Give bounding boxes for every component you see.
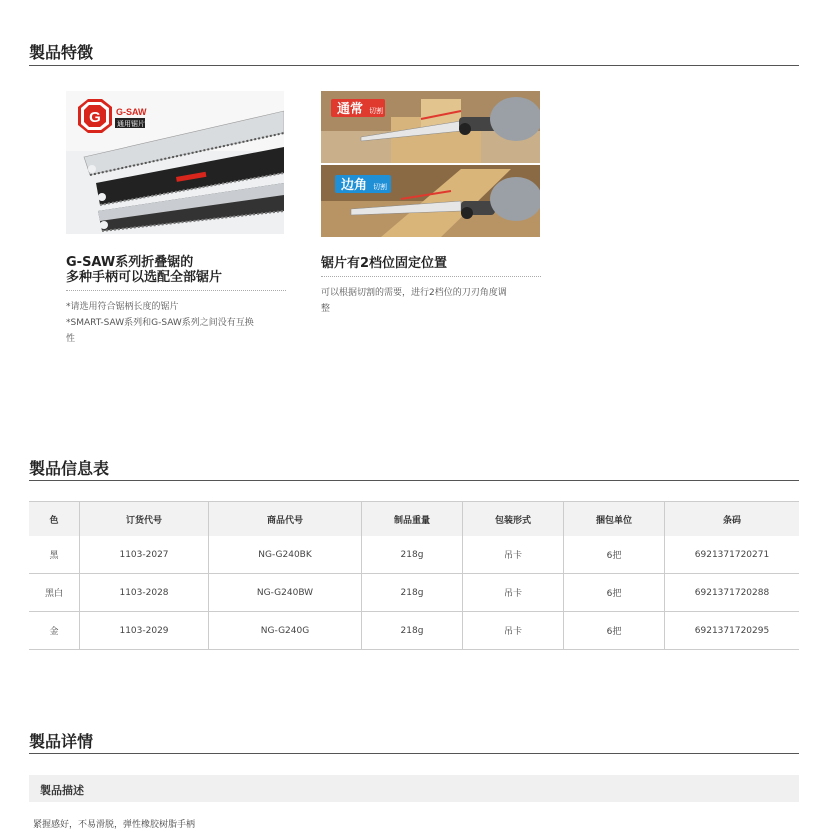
table-row bbox=[29, 536, 799, 574]
feature-card-blades bbox=[66, 91, 286, 347]
feature-note: *SMART-SAW系列和G-SAW系列之间没有互换 bbox=[66, 318, 254, 328]
table-row bbox=[29, 612, 799, 650]
table-cell: 218g bbox=[362, 574, 463, 612]
table-cell: 6921371720271 bbox=[665, 536, 800, 574]
table-cell: NG-G240BW bbox=[209, 574, 362, 612]
svg-text:G-SAW: G-SAW bbox=[116, 107, 147, 117]
column-header-order-code: 订货代号 bbox=[80, 502, 209, 537]
column-header-packaging: 包装形式 bbox=[463, 502, 564, 537]
column-header-barcode: 条码 bbox=[665, 502, 800, 537]
product-info-table bbox=[29, 501, 799, 650]
table-cell: 6把 bbox=[564, 574, 665, 612]
svg-text:边角: 边角 bbox=[341, 178, 368, 193]
table-cell: 黑白 bbox=[29, 574, 80, 612]
section-title-info-table: 製品信息表 bbox=[29, 459, 110, 478]
table-cell: 218g bbox=[362, 536, 463, 574]
table-cell: NG-G240G bbox=[209, 612, 362, 650]
dotted-divider bbox=[321, 276, 541, 277]
svg-text:通用锯片: 通用锯片 bbox=[117, 120, 145, 128]
section-title-features: 製品特徴 bbox=[29, 43, 94, 62]
table-cell: 1103-2027 bbox=[80, 536, 209, 574]
description-text: 紧握感好，不易滑脱，弹性橡胶树脂手柄 bbox=[33, 820, 196, 830]
section-divider bbox=[29, 65, 799, 66]
description-heading: 製品描述 bbox=[40, 784, 84, 797]
section-title-details: 製品详情 bbox=[29, 732, 94, 751]
table-row bbox=[29, 574, 799, 612]
feature-note: 整 bbox=[321, 304, 331, 314]
feature-title-line2: 多种手柄可以选配全部锯片 bbox=[66, 270, 223, 285]
svg-text:G: G bbox=[89, 109, 101, 126]
feature-note: 可以根据切割的需要，进行2档位的刀刃角度调 bbox=[321, 288, 507, 298]
table-cell: 吊卡 bbox=[463, 574, 564, 612]
table-cell: 黑 bbox=[29, 536, 80, 574]
table-cell: NG-G240BK bbox=[209, 536, 362, 574]
table-cell: 吊卡 bbox=[463, 536, 564, 574]
section-divider bbox=[29, 480, 799, 481]
saw-blades-image bbox=[66, 91, 284, 234]
column-header-weight: 制品重量 bbox=[362, 502, 463, 537]
table-cell: 6把 bbox=[564, 536, 665, 574]
table-cell: 1103-2028 bbox=[80, 574, 209, 612]
feature-note: 性 bbox=[66, 334, 76, 344]
column-header-product-code: 商品代号 bbox=[209, 502, 362, 537]
feature-note: *请选用符合锯柄长度的锯片 bbox=[66, 302, 179, 312]
column-header-color: 色 bbox=[29, 502, 80, 537]
cutting-positions-image bbox=[321, 91, 540, 237]
table-cell: 6921371720295 bbox=[665, 612, 800, 650]
dotted-divider bbox=[66, 290, 286, 291]
feature-card-positions bbox=[321, 91, 541, 317]
description-header-bar bbox=[29, 775, 799, 802]
feature-title: 锯片有2档位固定位置 bbox=[321, 256, 448, 271]
table-cell: 6把 bbox=[564, 612, 665, 650]
table-header-row bbox=[29, 502, 799, 537]
table-cell: 吊卡 bbox=[463, 612, 564, 650]
table-cell: 金 bbox=[29, 612, 80, 650]
column-header-pack-unit: 捆包单位 bbox=[564, 502, 665, 537]
section-divider bbox=[29, 753, 799, 754]
table-cell: 218g bbox=[362, 612, 463, 650]
feature-title-line1: G-SAW系列折叠锯的 bbox=[66, 255, 194, 270]
table-cell: 1103-2029 bbox=[80, 612, 209, 650]
table-cell: 6921371720288 bbox=[665, 574, 800, 612]
svg-text:通常: 通常 bbox=[337, 102, 364, 117]
svg-text:切割: 切割 bbox=[369, 107, 383, 115]
svg-text:切割: 切割 bbox=[373, 183, 387, 191]
